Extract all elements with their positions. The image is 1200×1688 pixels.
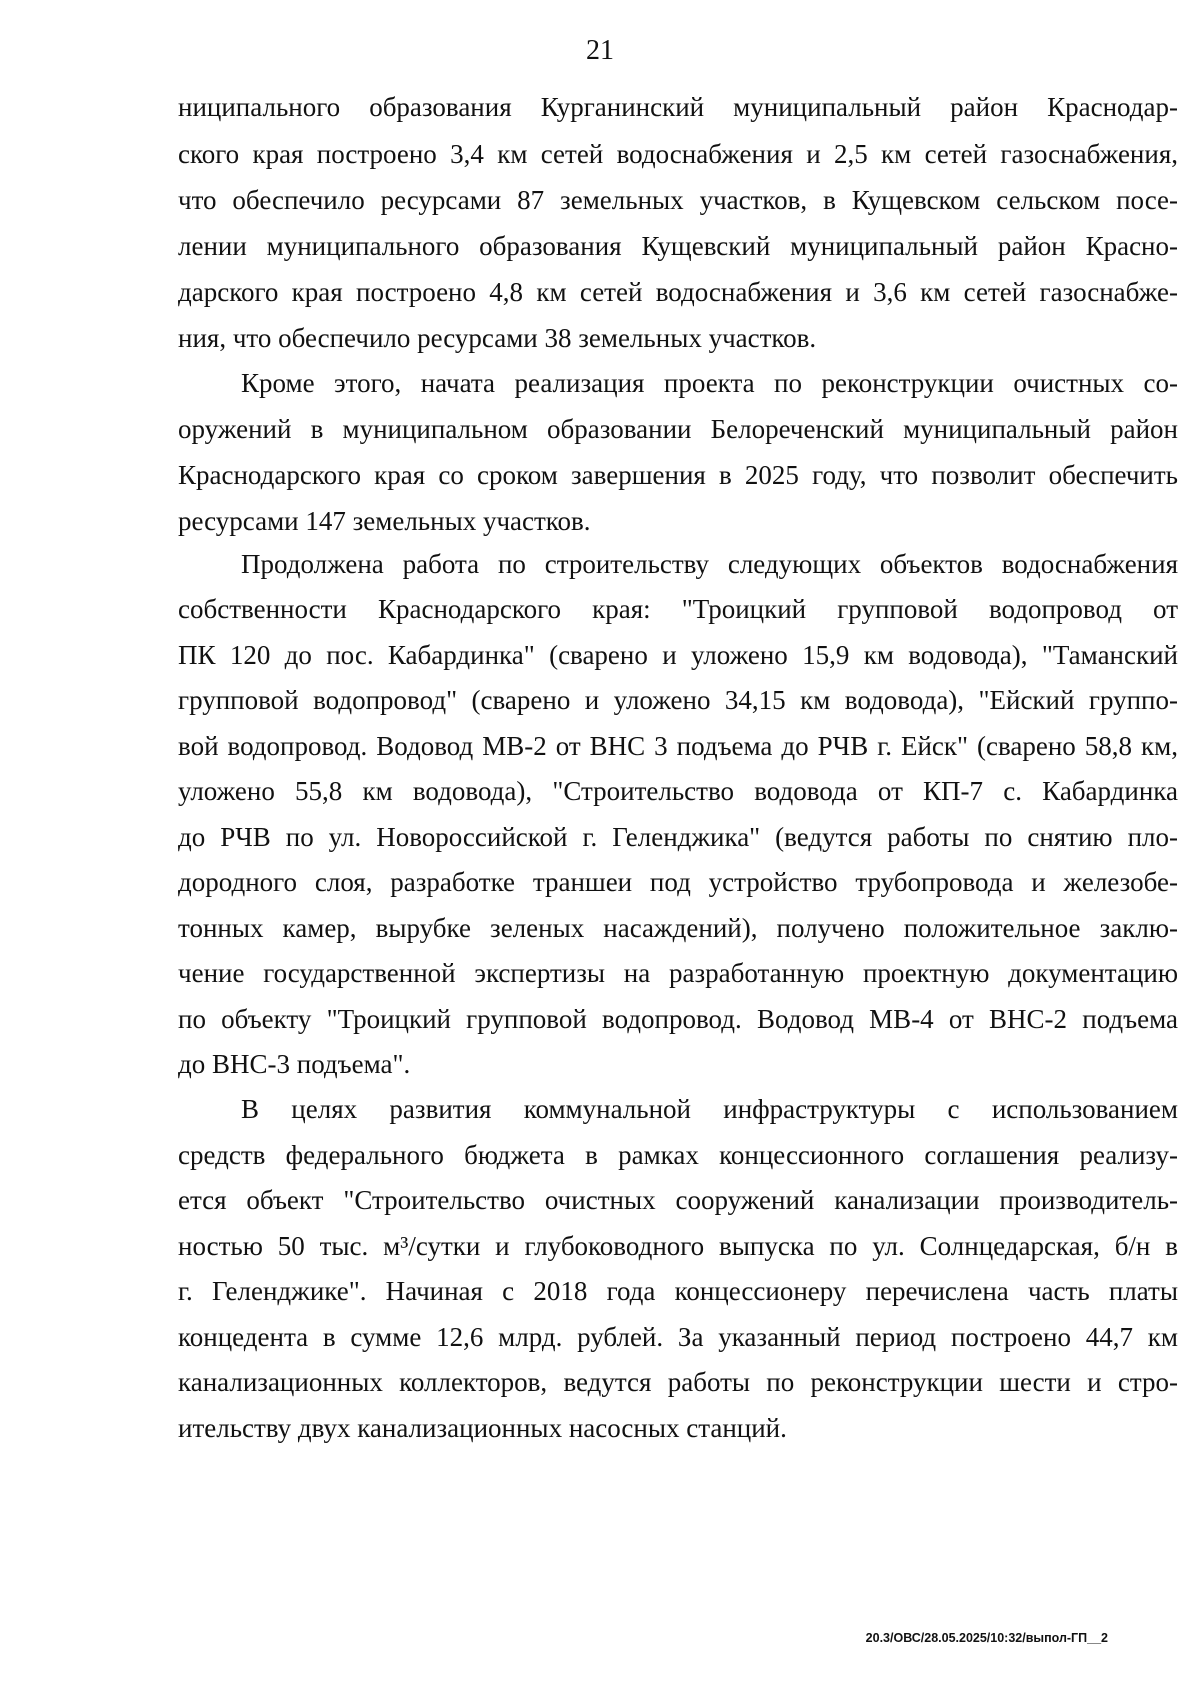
p1-line-2: ского края построено 3,4 км сетей водоснабжения и 2,5 км сетей газоснабжения, bbox=[178, 139, 1178, 169]
p3-line-9: тонных камер, вырубке зеленых насаждений), получено положительное заклю- bbox=[178, 913, 1178, 943]
p3-line-7: до РЧВ по ул. Новороссийской г. Геленджика" (ведутся работы по снятию пло- bbox=[178, 822, 1178, 852]
p4-line-8: ительству двух канализационных насосных станций. bbox=[178, 1413, 787, 1443]
page-number: 21 bbox=[586, 35, 614, 66]
p1-line-6: ния, что обеспечило ресурсами 38 земельных участков. bbox=[178, 323, 817, 353]
p4-line-7: канализационных коллекторов, ведутся работы по реконструкции шести и стро- bbox=[178, 1367, 1178, 1397]
p4-line-3: ется объект "Строительство очистных сооружений канализации производитель- bbox=[178, 1185, 1178, 1215]
p4-line-6: концедента в сумме 12,6 млрд. рублей. За указанный период построено 44,7 км bbox=[178, 1322, 1178, 1352]
p3-line-4: групповой водопровод" (сварено и уложено 34,15 км водовода), "Ейский группо- bbox=[178, 685, 1178, 715]
p3-line-1: Продолжена работа по строительству следующих объектов водоснабжения bbox=[241, 549, 1178, 579]
p3-line-8: дородного слоя, разработке траншеи под устройство трубопровода и железобе- bbox=[178, 867, 1178, 897]
p2-line-1: Кроме этого, начата реализация проекта по реконструкции очистных со- bbox=[241, 368, 1178, 398]
p4-line-4: ностью 50 тыс. м³/сутки и глубоководного выпуска по ул. Солнцедарская, б/н в bbox=[178, 1231, 1178, 1261]
p3-line-6: уложено 55,8 км водовода), "Строительство водовода от КП-7 с. Кабардинка bbox=[178, 776, 1178, 806]
p3-line-5: вой водопровод. Водовод МВ-2 от ВНС 3 подъема до РЧВ г. Ейск" (сварено 58,8 км, bbox=[178, 731, 1178, 761]
p1-line-5: дарского края построено 4,8 км сетей водоснабжения и 3,6 км сетей газоснабже- bbox=[178, 277, 1178, 307]
p1-line-4: лении муниципального образования Кущевский муниципальный район Красно- bbox=[178, 231, 1178, 261]
p2-line-2: оружений в муниципальном образовании Белореченский муниципальный район bbox=[178, 414, 1178, 444]
document-footer-code: 20.3/ОВС/28.05.2025/10:32/выпол-ГП__2 bbox=[865, 1631, 1108, 1645]
p4-line-2: средств федерального бюджета в рамках концессионного соглашения реализу- bbox=[178, 1140, 1178, 1170]
p3-line-3: ПК 120 до пос. Кабардинка" (сварено и уложено 15,9 км водовода), "Таманский bbox=[178, 640, 1178, 670]
p3-line-12: до ВНС-3 подъема". bbox=[178, 1049, 411, 1079]
p2-line-4: ресурсами 147 земельных участков. bbox=[178, 506, 591, 536]
p3-line-10: чение государственной экспертизы на разработанную проектную документацию bbox=[178, 958, 1178, 988]
p2-line-3: Краснодарского края со сроком завершения в 2025 году, что позволит обеспечить bbox=[178, 460, 1178, 490]
p3-line-2: собственности Краснодарского края: "Троицкий групповой водопровод от bbox=[178, 594, 1178, 624]
p3-line-11: по объекту "Троицкий групповой водопровод. Водовод МВ-4 от ВНС-2 подъема bbox=[178, 1004, 1178, 1034]
p1-line-3: что обеспечило ресурсами 87 земельных участков, в Кущевском сельском посе- bbox=[178, 185, 1178, 215]
p4-line-1: В целях развития коммунальной инфраструктуры с использованием bbox=[241, 1094, 1178, 1124]
p1-line-1: ниципального образования Курганинский муниципальный район Краснодар- bbox=[178, 92, 1178, 122]
p4-line-5: г. Геленджике". Начиная с 2018 года концессионеру перечислена часть платы bbox=[178, 1276, 1178, 1306]
